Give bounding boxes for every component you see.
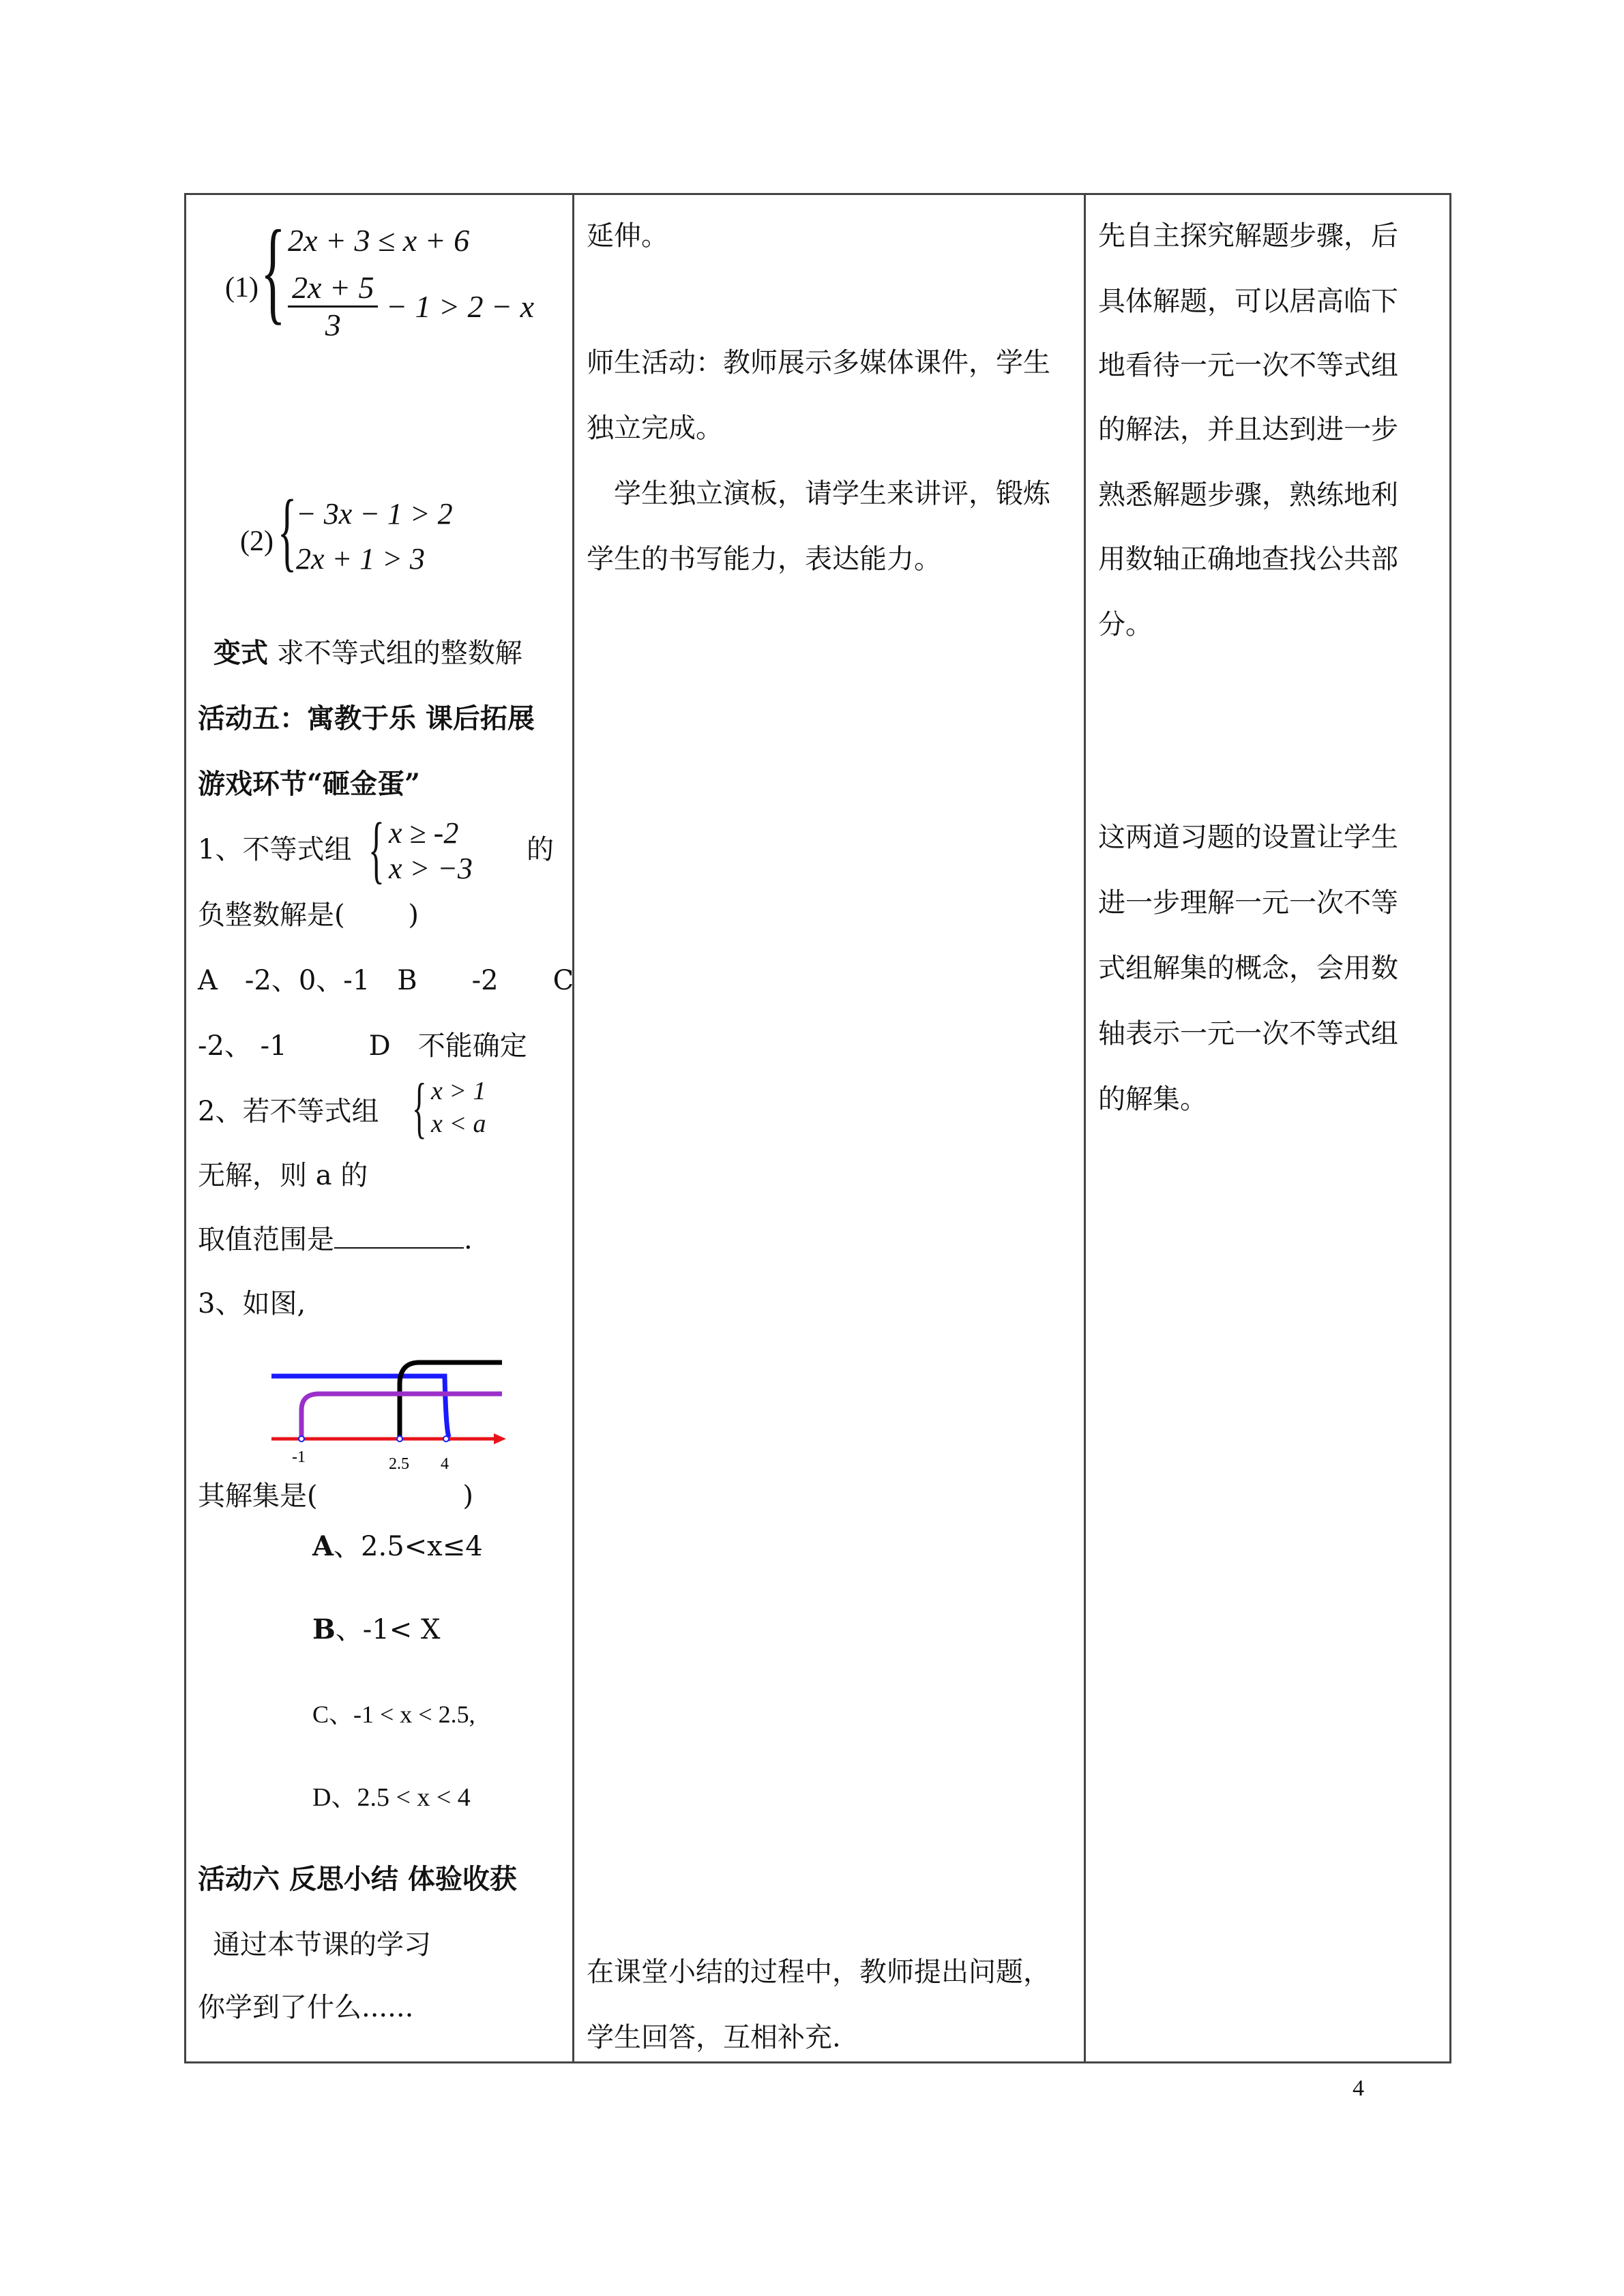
inequality-row: 2x + 3 ≤ x + 6 bbox=[288, 223, 470, 258]
activity-6-title: 活动六 反思小结 体验收获 bbox=[198, 1863, 517, 1895]
column-divider bbox=[572, 195, 574, 2061]
system-label: (2) bbox=[240, 526, 274, 557]
option-letter: B bbox=[312, 1613, 336, 1645]
fraction bbox=[288, 270, 378, 343]
option-d: D、2.5 < x < 4 bbox=[312, 1783, 471, 1812]
right-text: 地看待一元一次不等式组 bbox=[1098, 350, 1398, 381]
fraction-denominator: 3 bbox=[325, 308, 341, 342]
activity-5-title: 活动五：寓教于乐 课后拓展 bbox=[198, 702, 535, 734]
left-brace: { bbox=[412, 1069, 427, 1145]
middle-text: 在课堂小结的过程中，教师提出问题， bbox=[587, 1956, 1050, 1988]
left-brace: { bbox=[368, 807, 385, 891]
middle-text: 学生回答，互相补充. bbox=[587, 2022, 841, 2053]
right-text: 分。 bbox=[1098, 609, 1153, 640]
right-text: 熟悉解题步骤，熟练地利 bbox=[1098, 479, 1398, 511]
inequality-row bbox=[288, 270, 534, 343]
tick-label: 4 bbox=[441, 1455, 449, 1473]
option-b bbox=[312, 1613, 440, 1646]
page-number: 4 bbox=[1353, 2076, 1364, 2101]
option-a bbox=[312, 1530, 483, 1563]
question-2-line3 bbox=[198, 1223, 473, 1256]
question-2-prefix: 2、若不等式组 bbox=[198, 1096, 379, 1127]
variant-label: 变式 bbox=[213, 637, 268, 669]
column-divider bbox=[1084, 195, 1086, 2061]
question-1-suffix: 的 bbox=[527, 834, 554, 865]
right-text: 用数轴正确地查找公共部 bbox=[1098, 543, 1398, 575]
option-c: C、-1 < x < 2.5, bbox=[312, 1701, 475, 1728]
axis-arrow bbox=[494, 1433, 506, 1444]
right-text: 具体解题，可以居高临下 bbox=[1098, 286, 1398, 317]
number-line-figure bbox=[266, 1337, 512, 1473]
question-2-line2: 无解，则 a 的 bbox=[198, 1160, 368, 1191]
option-text: 、-1< X bbox=[335, 1614, 441, 1645]
question-1-options-2: -2、 -1 D 不能确定 bbox=[198, 1030, 527, 1062]
left-brace: { bbox=[278, 482, 297, 580]
summary-line-1: 通过本节课的学习 bbox=[213, 1929, 431, 1960]
variant-line bbox=[213, 637, 522, 670]
middle-text: 师生活动：教师展示多媒体课件，学生 bbox=[587, 347, 1050, 378]
question-2-text: 取值范围是 bbox=[198, 1224, 334, 1255]
left-brace: { bbox=[261, 207, 286, 335]
inequality-row: − 3x − 1 > 2 bbox=[296, 497, 453, 531]
inequality-row: 2x + 1 > 3 bbox=[296, 542, 425, 576]
right-text: 这两道习题的设置让学生 bbox=[1098, 822, 1398, 853]
tick-label: -1 bbox=[292, 1448, 306, 1466]
fraction-numerator: 2x + 5 bbox=[288, 270, 378, 308]
system-label: (1) bbox=[225, 272, 259, 303]
question-1-line2: 负整数解是( ) bbox=[198, 899, 419, 931]
question-3-solution: 其解集是( ) bbox=[198, 1480, 473, 1512]
point-marker bbox=[299, 1436, 304, 1442]
right-text: 的解法，并且达到进一步 bbox=[1098, 414, 1398, 445]
middle-text: 学生的书写能力，表达能力。 bbox=[587, 543, 941, 575]
middle-text: 学生独立演板，请学生来讲评，锻炼 bbox=[587, 478, 1050, 509]
right-text: 式组解集的概念，会用数 bbox=[1098, 953, 1398, 984]
right-text: 先自主探究解题步骤，后 bbox=[1098, 220, 1398, 252]
answer-blank bbox=[334, 1224, 464, 1249]
question-2-period: . bbox=[464, 1224, 473, 1255]
inequality-row: x > 1 bbox=[431, 1077, 486, 1105]
inequality-row: x ≥ -2 bbox=[389, 816, 459, 850]
summary-line-2: 你学到了什么...... bbox=[198, 1992, 414, 2023]
option-text: 、2.5<x≤4 bbox=[334, 1531, 483, 1562]
right-text: 轴表示一元一次不等式组 bbox=[1098, 1018, 1398, 1049]
middle-text: 独立完成。 bbox=[587, 413, 723, 444]
inequality-row: x > −3 bbox=[389, 852, 473, 885]
point-marker bbox=[397, 1436, 402, 1442]
game-title: 游戏环节“砸金蛋” bbox=[198, 768, 421, 800]
point-marker bbox=[443, 1436, 449, 1442]
question-3-line1: 3、如图, bbox=[198, 1288, 306, 1320]
blue-line bbox=[271, 1376, 450, 1439]
question-1-prefix: 1、不等式组 bbox=[198, 834, 352, 865]
variant-text: 求不等式组的整数解 bbox=[268, 638, 522, 669]
question-1-options-1: A -2、0、-1 B -2 C bbox=[198, 965, 574, 996]
middle-text: 延伸。 bbox=[587, 220, 668, 252]
inequality-row: x < a bbox=[431, 1109, 486, 1138]
right-text: 进一步理解一元一次不等 bbox=[1098, 887, 1398, 919]
tick-label: 2.5 bbox=[389, 1455, 409, 1473]
option-letter: A bbox=[312, 1530, 334, 1562]
right-text: 的解集。 bbox=[1098, 1084, 1207, 1115]
inequality-rest: − 1 > 2 − x bbox=[385, 289, 535, 324]
